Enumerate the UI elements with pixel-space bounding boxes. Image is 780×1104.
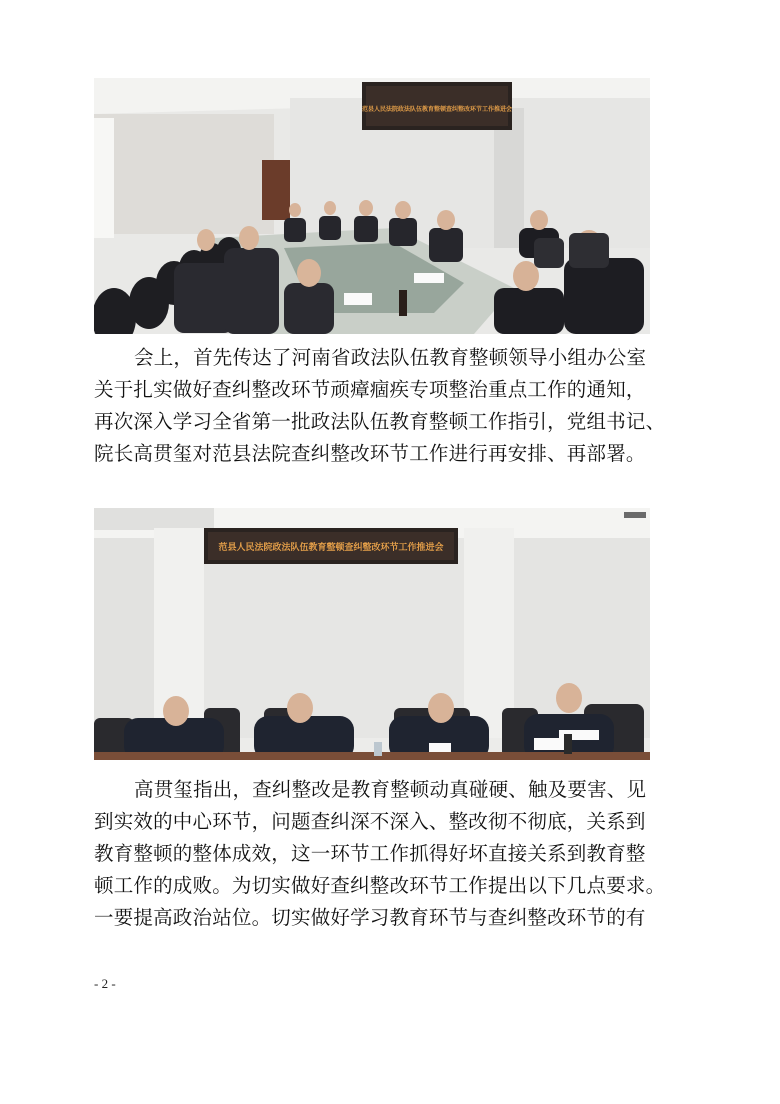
paragraph-2-line: 高贯玺指出，查纠整改是教育整顿动真碰硬、触及要害、见	[134, 778, 647, 801]
paragraph-2	[94, 774, 686, 934]
meeting-photo-2-image	[94, 508, 650, 760]
paragraph-2-line: 教育整顿的整体成效，这一环节工作抓得好坏直接关系到教育整	[94, 842, 646, 865]
paragraph-2-line: 一要提高政治站位。切实做好学习教育环节与查纠整改环节的有	[94, 906, 646, 929]
paragraph-1	[94, 342, 686, 470]
paragraph-1-line: 关于扎实做好查纠整改环节顽瘴痼疾专项整治重点工作的通知，	[94, 378, 646, 401]
paragraph-1-line: 会上，首先传达了河南省政法队伍教育整顿领导小组办公室	[134, 346, 647, 369]
meeting-photo-2	[94, 508, 650, 760]
paragraph-1-line: 再次深入学习全省第一批政法队伍教育整顿工作指引，党组书记、	[94, 410, 666, 433]
page-number: - 2 -	[94, 976, 116, 991]
meeting-photo-1-image	[94, 78, 650, 334]
paragraph-1-line: 院长高贯玺对范县法院查纠整改环节工作进行再安排、再部署。	[94, 442, 646, 465]
paragraph-2-line: 到实效的中心环节，问题查纠深不深入、整改彻不彻底，关系到	[94, 810, 646, 833]
paragraph-2-line: 顿工作的成败。为切实做好查纠整改环节工作提出以下几点要求。	[94, 874, 666, 897]
meeting-photo-1	[94, 78, 650, 334]
photo1-banner-text: 范县人民法院政法队伍教育整顿查纠整改环节工作推进会	[361, 106, 513, 113]
photo2-banner-text: 范县人民法院政法队伍教育整顿查纠整改环节工作推进会	[218, 543, 444, 553]
